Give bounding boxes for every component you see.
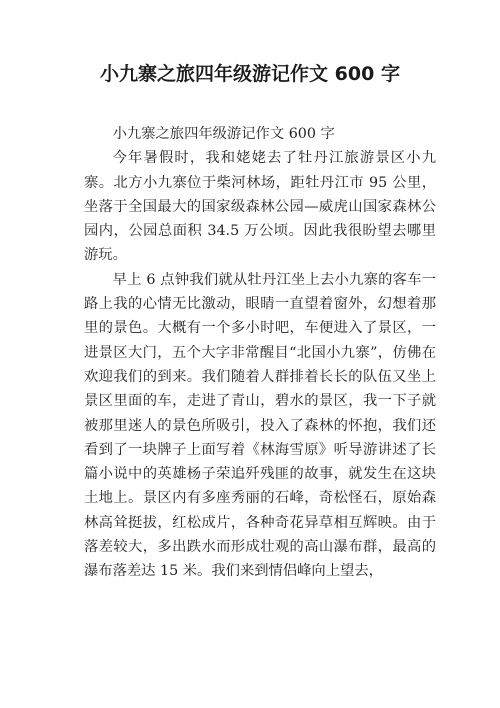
document-subtitle: 小九寨之旅四年级游记作文 600 字	[112, 126, 335, 142]
paragraph-1: 今年暑假时，我和姥姥去了牡丹江旅游景区小九寨。北方小九寨位于柴河林场，距牡丹江市 95 公里，坐落于全国最大的国家级森林公园—威虎山国家森林公园内，公园总面积 34.5 万公顷。因此我很盼望去哪里游玩。	[84, 150, 436, 264]
document-title: 小九寨之旅四年级游记作文 600 字	[100, 63, 400, 85]
document-body	[84, 122, 436, 584]
paragraph-2: 早上 6 点钟我们就从牡丹江坐上去小九寨的客车一路上我的心情无比激动，眼睛一直望着窗外，幻想着那里的景色。大概有一个多小时吧，车便进入了景区，一进景区大门，五个大字非常醒目“北国小九寨”，仿佛在欢迎我们的到来。我们随着人群排着长长的队伍又坐上景区里面的车，走进了青山，碧水的景区，我一下子就被那里迷人的景色所吸引，投入了森林的怀抱，我们还看到了一块牌子上面写着《林海雪原》听导游讲述了长篇小说中的英雄杨子荣追歼残匪的故事，就发生在这块土地上。景区内有多座秀丽的石峰，奇松怪石，原始森林高耸挺拔，红松成片，各种奇花异草相互辉映。由于落差较大，多出跌水而形成壮观的高山瀑布群，最高的瀑布落差达 15 米。我们来到情侣峰向上望去，	[84, 271, 436, 580]
